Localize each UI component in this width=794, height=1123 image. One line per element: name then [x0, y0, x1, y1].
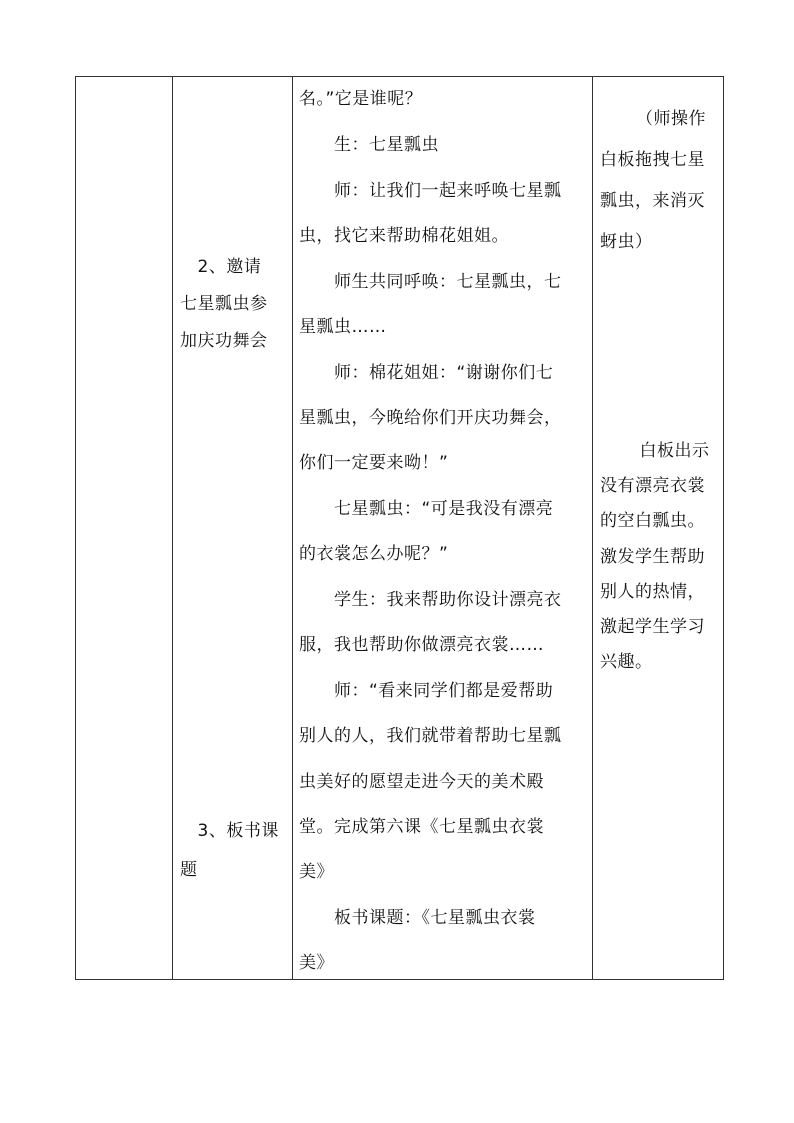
dialogue-line: 师：棉花姐姐：“谢谢你们七	[299, 363, 554, 383]
teaching-note-line: 激起学生学习	[600, 617, 705, 637]
dialogue-line: 星瓢虫……	[299, 317, 387, 337]
teaching-note-line: 别人的热情，	[600, 582, 705, 602]
dialogue-line: 美》	[299, 862, 334, 882]
teaching-note-line: 白板出示	[622, 441, 710, 461]
dialogue-line: 的衣裳怎么办呢？”	[299, 544, 449, 564]
teaching-note-line: 兴趣。	[600, 652, 653, 672]
dialogue-line: 七星瓢虫：“可是我没有漂亮	[299, 499, 554, 519]
dialogue-line: 学生：我来帮助你设计漂亮衣	[299, 590, 562, 610]
dialogue-line: 虫美好的愿望走进今天的美术殿	[299, 772, 544, 792]
dialogue-line: 堂。完成第六课《七星瓢虫衣裳	[299, 817, 544, 837]
column-divider-3	[592, 77, 593, 979]
lesson-plan-table	[75, 76, 724, 980]
teaching-note-line: 瓢虫，来消灭	[600, 191, 705, 211]
activity-step-3-line: 3、板书课	[180, 821, 279, 841]
teaching-note-line: （师操作	[636, 109, 706, 129]
dialogue-line: 师生共同呼唤：七星瓢虫，七	[299, 272, 562, 292]
column-divider-2	[292, 77, 293, 979]
teaching-note-line: 激发学生帮助	[600, 547, 705, 567]
activity-step-2-line: 七星瓢虫参	[180, 294, 268, 314]
teaching-note-line: 的空白瓢虫。	[600, 511, 705, 531]
teaching-note-line: 白板拖拽七星	[600, 150, 705, 170]
dialogue-line: 你们一定要来呦！”	[299, 453, 449, 473]
dialogue-line: 师：“看来同学们都是爱帮助	[299, 681, 554, 701]
dialogue-line: 板书课题：《七星瓢虫衣裳	[299, 908, 536, 928]
dialogue-line: 美》	[299, 953, 334, 973]
dialogue-line: 服，我也帮助你做漂亮衣裳……	[299, 635, 544, 655]
activity-step-2-line: 加庆功舞会	[180, 331, 268, 351]
dialogue-line: 生：七星瓢虫	[299, 135, 439, 155]
dialogue-line: 虫，找它来帮助棉花姐姐。	[299, 226, 509, 246]
column-divider-1	[172, 77, 173, 979]
activity-step-3-line: 题	[180, 860, 198, 880]
dialogue-line: 师：让我们一起来呼唤七星瓢	[299, 181, 562, 201]
dialogue-line: 名。”它是谁呢？	[299, 89, 423, 109]
activity-step-2-line: 2、邀请	[180, 257, 262, 277]
teaching-note-line: 没有漂亮衣裳	[600, 476, 705, 496]
dialogue-line: 星瓢虫，今晚给你们开庆功舞会，	[299, 408, 562, 428]
teaching-note-line: 蚜虫）	[600, 232, 653, 252]
dialogue-line: 别人的人，我们就带着帮助七星瓢	[299, 726, 562, 746]
